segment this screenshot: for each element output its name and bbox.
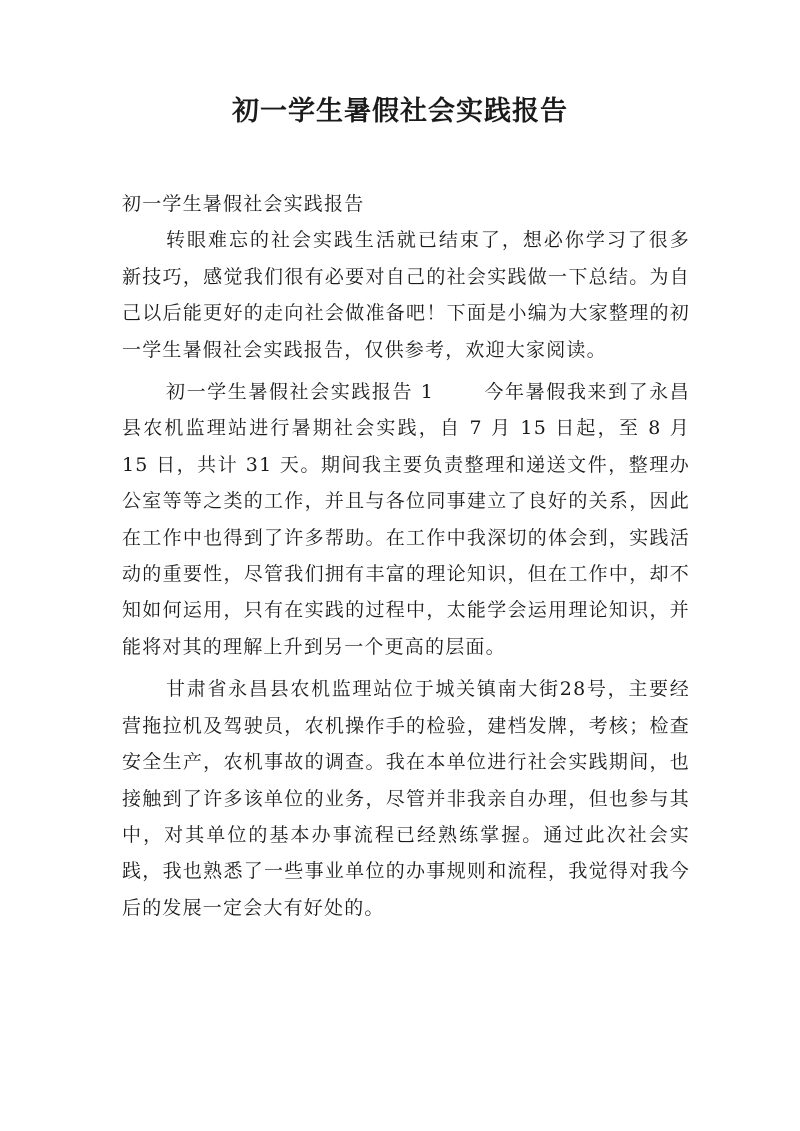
section-1-body: 今年暑假我来到了永昌县农机监理站进行暑期社会实践，自 7 月 15 日起，至 8 月 15 日，共计 31 天。期间我主要负责整理和递送文件，整理办公室等等之类的工作，并且与各位同事建立了良好的关系，因此在工作中也得到了许多帮助。在工作中我深切的体会到，实践活动的重要性，尽管我们拥有丰富的理论知识，但在工作中，却不知如何运用，只有在实践的过程中，太能学会运用理论知识，并能将对其的理解上升到另一个更高的层面。 xyxy=(122,381,690,658)
document-subtitle: 初一学生暑假社会实践报告 xyxy=(122,193,365,215)
section-1-paragraph xyxy=(122,374,690,665)
document-body xyxy=(122,186,690,926)
document-title: 初一学生暑假社会实践报告 xyxy=(232,96,568,127)
section-1-heading: 初一学生暑假社会实践报告 1 xyxy=(166,381,435,404)
intro-paragraph: 转眼难忘的社会实践生活就已结束了，想必你学习了很多新技巧，感觉我们很有必要对自己的社会实践做一下总结。为自己以后能更好的走向社会做准备吧！下面是小编为大家整理的初一学生暑假社会实践报告，仅供参考，欢迎大家阅读。 xyxy=(122,229,690,361)
paragraph-2: 甘肃省永昌县农机监理站位于城关镇南大街28号，主要经营拖拉机及驾驶员，农机操作手的检验，建档发牌，考核；检查安全生产，农机事故的调查。我在本单位进行社会实践期间，也接触到了许多该单位的业务，尽管并非我亲自办理，但也参与其中，对其单位的基本办事流程已经熟练掌握。通过此次社会实践，我也熟悉了一些事业单位的办事规则和流程，我觉得对我今后的发展一定会大有好处的。 xyxy=(122,678,690,919)
